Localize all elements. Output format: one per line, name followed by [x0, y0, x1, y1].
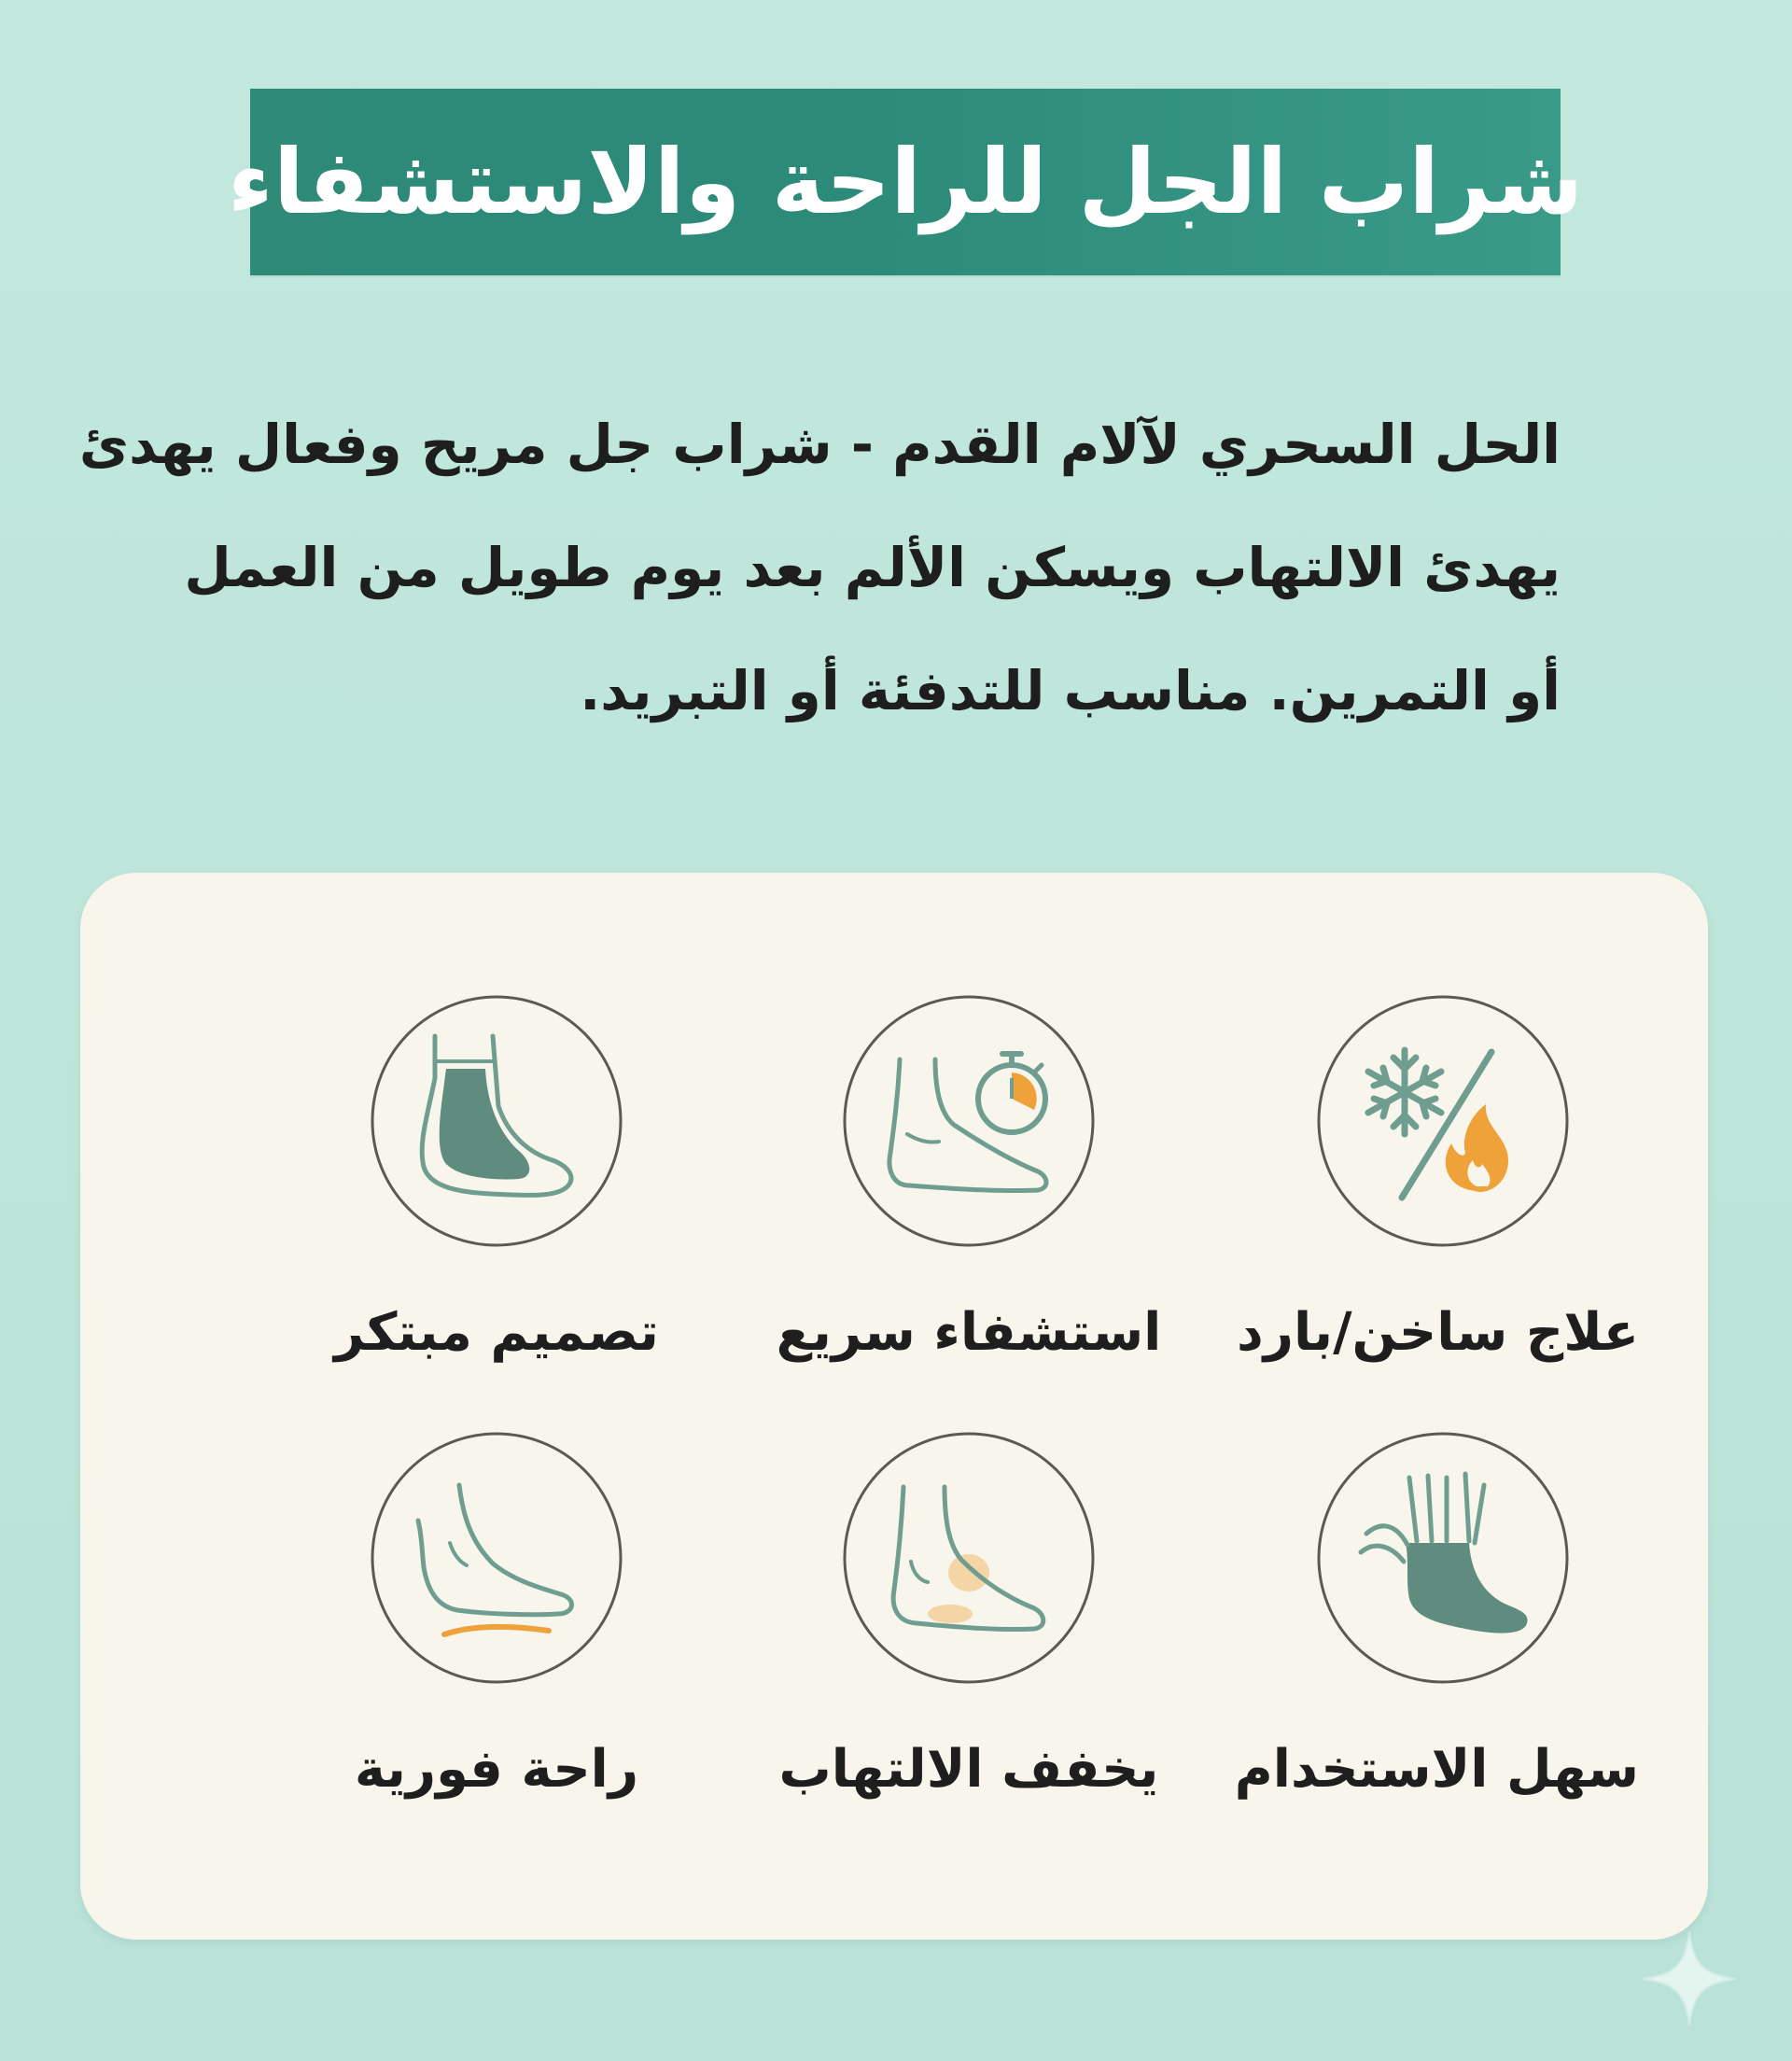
- hands-putting-on-sock-icon: [1316, 1431, 1570, 1685]
- gel-sock-icon: [370, 994, 623, 1248]
- feature-fast-recovery: [773, 994, 1165, 1367]
- feature-label: راحة فورية: [354, 1739, 639, 1800]
- feature-label: تصميم مبتكر: [334, 1302, 659, 1363]
- feature-instant-comfort: [301, 1431, 693, 1804]
- inflamed-foot-icon: [842, 1431, 1096, 1685]
- description-line: يهدئ الالتهاب ويسكن الألم بعد يوم طويل من العمل: [184, 536, 1561, 599]
- foot-stopwatch-icon: [842, 994, 1096, 1248]
- feature-reduces-inflammation: [773, 1431, 1165, 1804]
- feature-label: استشفاء سريع: [776, 1302, 1162, 1363]
- page-title: شراب الجل للراحة والاستشفاء: [227, 130, 1584, 234]
- sparkle-icon: [1638, 1928, 1741, 2030]
- description: [78, 383, 1561, 752]
- foot-arch-support-icon: [370, 1431, 623, 1685]
- description-line: الحل السحري لآلام القدم - شراب جل مريح وفعال يهدئ: [78, 413, 1561, 476]
- feature-innovative-design: [301, 994, 693, 1367]
- features-card: [80, 873, 1708, 1940]
- feature-easy-to-use: [1234, 1431, 1639, 1804]
- feature-label: سهل الاستخدام: [1234, 1739, 1639, 1800]
- snowflake-flame-icon: [1316, 994, 1570, 1248]
- feature-label: علاج ساخن/بارد: [1237, 1302, 1639, 1363]
- title-banner: [227, 89, 1584, 275]
- feature-hot-cold: [1237, 994, 1639, 1367]
- description-line: أو التمرين. مناسب للتدفئة أو التبريد.: [580, 659, 1561, 722]
- feature-label: يخفف الالتهاب: [778, 1739, 1159, 1800]
